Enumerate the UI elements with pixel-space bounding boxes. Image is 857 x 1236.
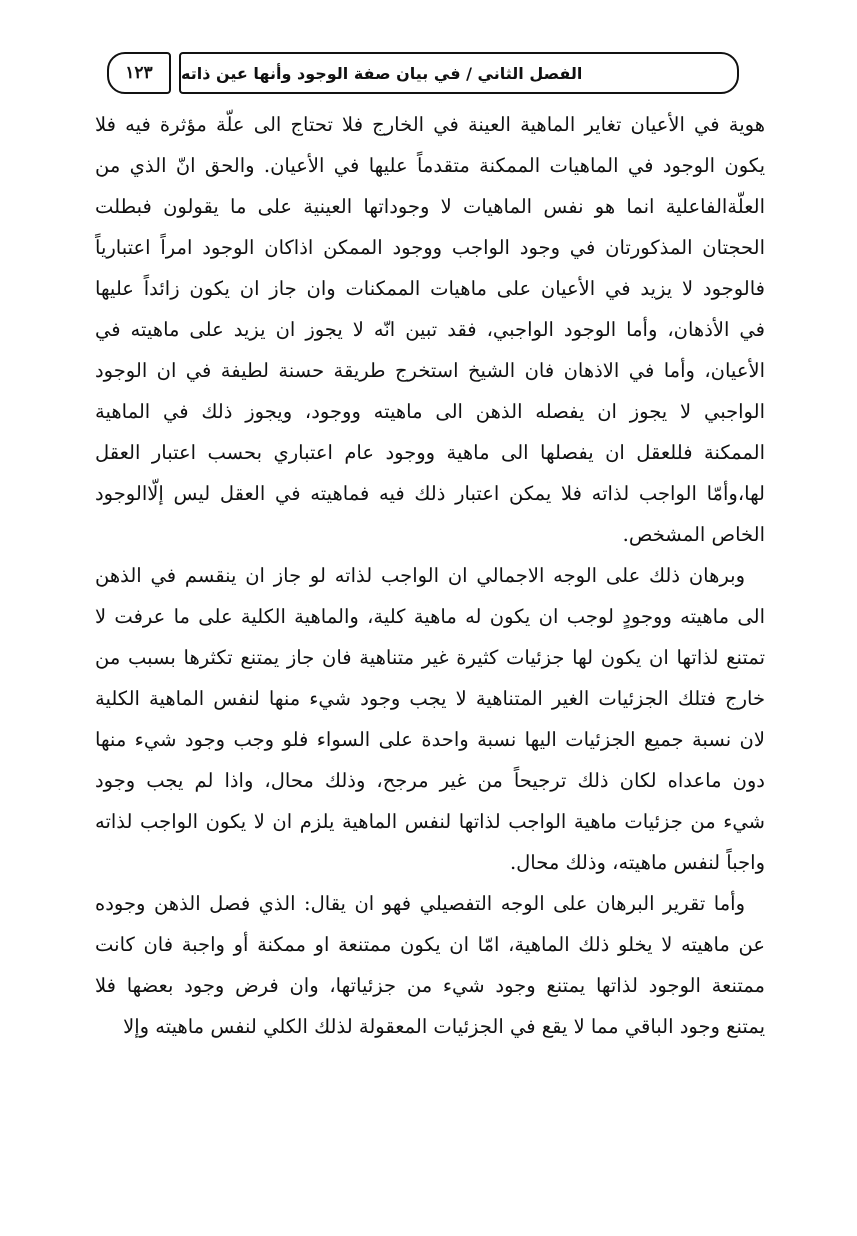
text-line: فالوجود لا يزيد في الأعيان على ماهيات الممكنات وان جاز ان يكون زائداً عليها [95, 277, 765, 300]
text-line: الممكنة فللعقل ان يفصلها الى ماهية ووجود عام اعتباري بحسب اعتبار العقل [95, 441, 765, 464]
paragraph [95, 104, 765, 555]
chapter-title: الفصل الثاني / في بيان صفة الوجود وأنها عين ذاته [181, 63, 583, 83]
text-line: وأما تقرير البرهان على الوجه التفصيلي فهو ان يقال: الذي فصل الذهن وجوده [95, 892, 745, 915]
text-line: لان نسبة جميع الجزئيات اليها نسبة واحدة على السواء فلو وجب وجود شيء منها [95, 728, 765, 751]
text-line: هوية في الأعيان تغاير الماهية العينة في الخارج فلا تحتاج الى علّة مؤثرة فيه فلا [95, 113, 765, 136]
text-line: الواجبي لا يجوز ان يفصله الذهن الى ماهيته ووجود، ويجوز ذلك في الماهية [95, 400, 765, 423]
text-line: الخاص المشخص. [622, 523, 765, 546]
text-line: ممتنعة الوجود لذاتها يمتنع وجود شيء من جزئياتها، وان فرض وجود بعضها فلا [95, 974, 765, 997]
text-line: يكون الوجود في الماهيات الممكنة متقدماً عليها في الأعيان. والحق انّ الذي من [95, 154, 765, 177]
text-line: تمتنع لذاتها ان يكون لها جزئيات كثيرة غير متناهية فان جاز يمتنع تكثرها بسبب من [95, 646, 765, 669]
text-line: الى ماهيته ووجودٍ لوجب ان يكون له ماهية كلية، والماهية الكلية على ما عرفت لا [95, 605, 765, 628]
text-line: عن ماهيته لا يخلو ذلك الماهية، امّا ان يكون ممتنعة او ممكنة أو واجبة فان كانت [95, 933, 765, 956]
text-line: وبرهان ذلك على الوجه الاجمالي ان الواجب لذاته لو جاز ان ينقسم في الذهن [95, 564, 745, 587]
paragraph [95, 555, 765, 883]
text-line: الأعيان، وأما في الاذهان فان الشيخ استخرج طريقة حسنة لطيفة في ان الوجود [95, 359, 765, 382]
text-line: يمتنع وجود الباقي مما لا يقع في الجزئيات المعقولة لذلك الكلي لنفس ماهيته وإلا [123, 1015, 765, 1038]
text-line: العلّةالفاعلية انما هو نفس الماهيات لا وجوداتها العينية على ما يقولون فبطلت [95, 195, 765, 218]
text-line: الحجتان المذكورتان في وجود الواجب ووجود الممكن اذاكان الوجود امراً اعتبارياً [95, 236, 765, 259]
body-text [95, 104, 765, 1047]
text-line: خارج فتلك الجزئيات الغير المتناهية لا يجب وجود شيء منها لنفس الماهية الكلية [95, 687, 765, 710]
text-line: واجباً لنفس ماهيته، وذلك محال. [509, 851, 765, 874]
text-line: لها،وأمّا الواجب لذاته فلا يمكن اعتبار ذلك فيه فماهيته في العقل ليس إلّاالوجود [95, 482, 765, 505]
text-line: شيء من جزئيات ماهية الواجب لذاتها لنفس الماهية يلزم ان لا يكون الواجب لذاته [95, 810, 765, 833]
paragraph [95, 883, 765, 1047]
page-number [107, 52, 171, 94]
page-header [107, 52, 739, 96]
page-number-text: ١٢٣ [125, 63, 153, 83]
text-line: في الأذهان، وأما الوجود الواجبي، فقد تبين انّه لا يجوز ان يزيد على ماهيته في [95, 318, 765, 341]
running-title [179, 52, 739, 94]
text-line: دون ماعداه لكان ذلك ترجيحاً من غير مرجح، وذلك محال، واذا لم يجب وجود [95, 769, 765, 792]
